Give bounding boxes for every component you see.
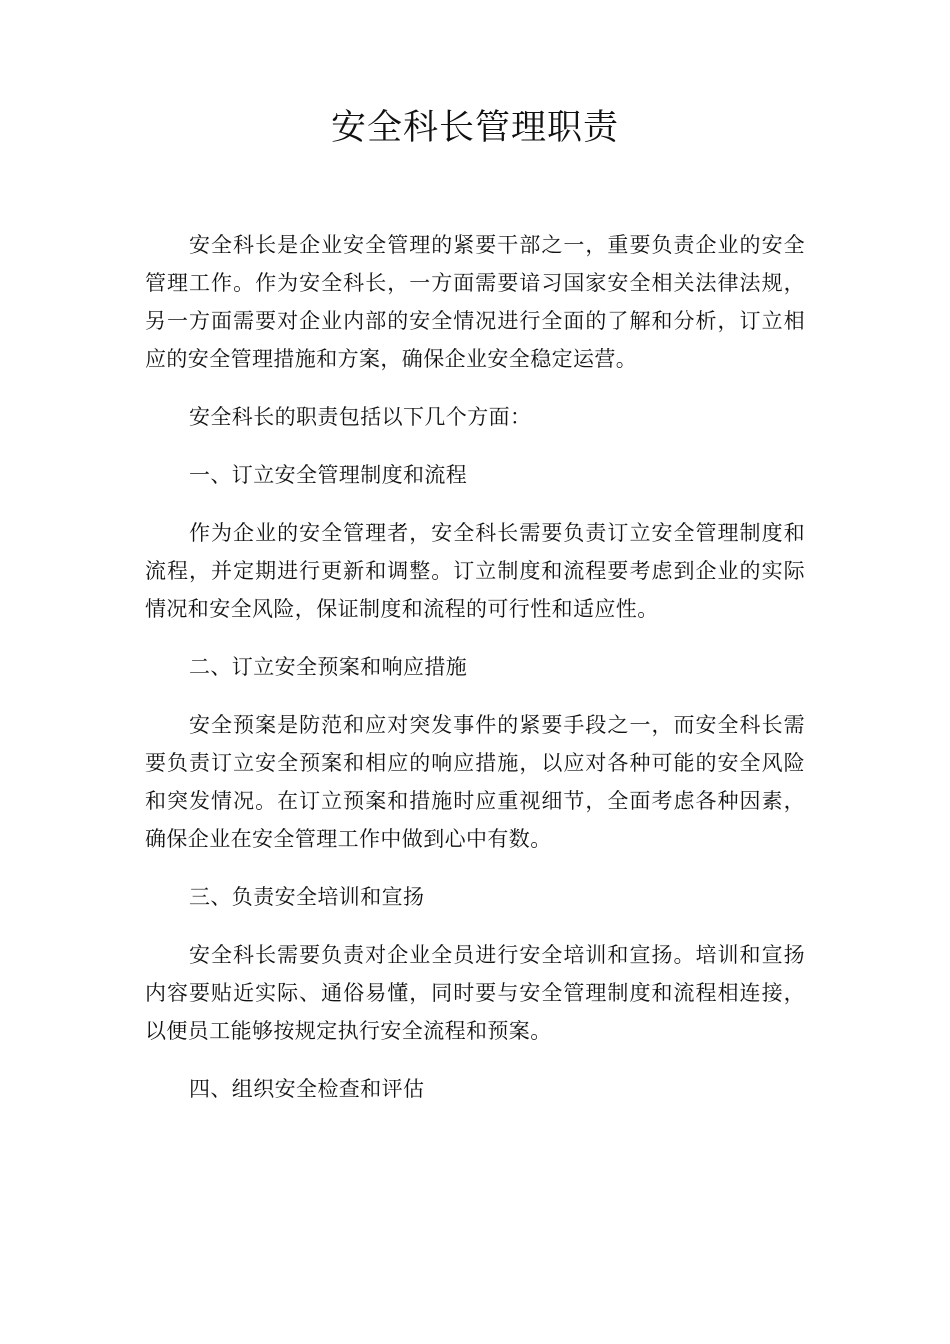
paragraph-duties-lead: 安全科长的职责包括以下几个方面： xyxy=(189,405,532,429)
paragraph-section-3: 安全科长需要负责对企业全员进行安全培训和宣扬。培训和宣扬内容要贴近实际、通俗易懂，同时要与安全管理制度和流程相连接，以便员工能够按规定执行安全流程和预案。 xyxy=(145,943,805,1043)
section-heading-1: 一、订立安全管理制度和流程 xyxy=(189,463,468,487)
paragraph-intro: 安全科长是企业安全管理的紧要干部之一，重要负责企业的安全管理工作。作为安全科长，一方面需要谙习国家安全相关法律法规，另一方面需要对企业内部的安全情况进行全面的了解和分析，订立相应的安全管理措施和方案，确保企业安全稳定运营。 xyxy=(145,233,805,371)
section-heading-3: 三、负责安全培训和宣扬 xyxy=(189,885,425,909)
paragraph-section-2: 安全预案是防范和应对突发事件的紧要手段之一，而安全科长需要负责订立安全预案和相应的响应措施，以应对各种可能的安全风险和突发情况。在订立预案和措施时应重视细节，全面考虑各种因素，确保企业在安全管理工作中做到心中有数。 xyxy=(145,713,805,851)
section-heading-2: 二、订立安全预案和响应措施 xyxy=(189,655,468,679)
paragraph-section-1: 作为企业的安全管理者，安全科长需要负责订立安全管理制度和流程，并定期进行更新和调整。订立制度和流程要考虑到企业的实际情况和安全风险，保证制度和流程的可行性和适应性。 xyxy=(145,521,805,621)
section-heading-4: 四、组织安全检查和评估 xyxy=(189,1077,425,1101)
document-title: 安全科长管理职责 xyxy=(330,108,619,148)
document-body xyxy=(145,226,805,1108)
